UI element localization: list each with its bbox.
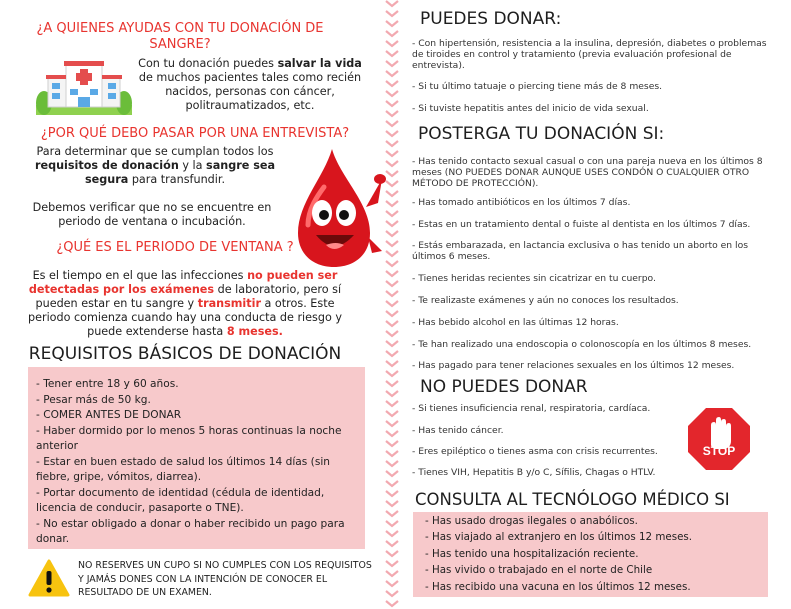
consult-item: - Has usado drogas ilegales o anabólicos. [425, 515, 638, 527]
consult-item: - Has tenido una hospitalización reciente. [425, 547, 639, 560]
warning-text: NO RESERVES UN CUPO SI NO CUMPLES CON LOS REQUISITOS Y JAMÁS DONES CON LA INTENCIÓN DE CONOCER EL RESULTADO DE UN EXAMEN. [78, 560, 372, 598]
consult-item: - Has vivido o trabajado en el norte de Chile [425, 564, 653, 577]
q3-text: Es el tiempo en el que las infecciones no pueden ser detectadas por los exámenes de laboratorio, pero sí pueden estar en tu sangre y transmitir a otros. Este periodo comienza cuando hay una conducta de riesgo y puede extenderse hasta 8 meses. [27, 269, 342, 338]
consult-title: CONSULTA AL TECNÓLOGO MÉDICO SI [415, 490, 730, 509]
list-item: - Tienes heridas recientes sin cicatrizar en tu cuerpo. [412, 273, 656, 284]
requirement-item: - COMER ANTES DE DONAR [36, 409, 182, 421]
list-item: - Eres epiléptico o tienes asma con crisis recurrentes. [412, 446, 658, 457]
list-item: - Has tenido contacto sexual casual o con una pareja nueva en los últimos 8 meses (NO PUEDES DONAR AUNQUE USES CONDÓN O CUALQUIER OTRO MÉTODO DE PROTECCIÓN). [412, 156, 763, 189]
q2-text: Para determinar que se cumplan todos los requisitos de donación y la sangre sea segura para transfundir. [34, 145, 276, 186]
list-item: - Si tienes insuficiencia renal, respiratoria, cardíaca. [412, 403, 651, 414]
list-item: - Tienes VIH, Hepatitis B y/o C, Sífilis, Chagas o HTLV. [412, 467, 656, 478]
q3-title: ¿QUÉ ES EL PERIODO DE VENTANA ? [56, 240, 294, 255]
requirement-item: - Estar en buen estado de salud los últimos 14 días (sin fiebre, gripe, vómitos, diarrea). [36, 455, 330, 483]
consult-item: - Has viajado al extranjero en los últimos 12 meses. [425, 531, 693, 544]
postpone-title: POSTERGA TU DONACIÓN SI: [418, 124, 665, 144]
list-item: - Te han realizado una endoscopia o colonoscopía en los últimos 8 meses. [412, 339, 752, 350]
left-column [0, 0, 384, 609]
list-item: - Si tu último tatuaje o piercing tiene más de 8 meses. [412, 81, 663, 92]
q1-text: Con tu donación puedes salvar la vida de muchos pacientes tales como recién nacidos, personas con cáncer, politraumatizados, etc. [138, 57, 362, 112]
list-item: - Has bebido alcohol en las últimas 12 horas. [412, 317, 619, 328]
list-item: - Estás embarazada, en lactancia exclusiva o has tenido un aborto en los últimos 6 meses. [412, 240, 748, 262]
q1-title: ¿A QUIENES AYUDAS CON TU DONACIÓN DE SANGRE? [36, 21, 324, 52]
right-column [400, 0, 791, 609]
requirements-title: REQUISITOS BÁSICOS DE DONACIÓN [28, 344, 342, 364]
requirement-item: - Pesar más de 50 kg. [36, 393, 151, 406]
q2-title: ¿POR QUÉ DEBO PASAR POR UNA ENTREVISTA? [40, 126, 350, 141]
list-item: - Has tenido cáncer. [412, 425, 504, 436]
requirement-item: - No estar obligado a donar o haber recibido un pago para donar. [36, 517, 345, 545]
list-item: - Te realizaste exámenes y aún no conoces los resultados. [412, 295, 679, 306]
warning-icon [28, 558, 70, 598]
list-item: - Si tuviste hepatitis antes del inicio de vida sexual. [412, 103, 649, 114]
cannot-donate-title: NO PUEDES DONAR [420, 377, 588, 397]
list-item: - Con hipertensión, resistencia a la insulina, depresión, diabetes o problemas de tiroides en control y tratamiento (previa evaluación profesional de entrevista). [412, 38, 767, 71]
requirement-item: - Portar documento de identidad (cédula de identidad, licencia de conducir, pasaporte o TNE). [36, 486, 325, 514]
requirement-item: - Tener entre 18 y 60 años. [36, 378, 179, 390]
chevron-divider [384, 0, 400, 609]
list-item: - Has pagado para tener relaciones sexuales en los últimos 12 meses. [412, 360, 735, 371]
list-item: - Estas en un tratamiento dental o fuiste al dentista en los últimos 7 días. [412, 219, 751, 230]
stop-label: STOP [702, 444, 736, 458]
requirement-item: - Haber dormido por lo menos 5 horas continuas la noche anterior [36, 424, 342, 452]
can-donate-title: PUEDES DONAR: [420, 9, 562, 29]
stop-sign-icon [683, 403, 755, 475]
consult-item: - Has recibido una vacuna en los últimos 12 meses. [425, 580, 691, 593]
consult-box [413, 512, 768, 597]
requirements-box [28, 367, 365, 549]
q2-text-2: Debemos verificar que no se encuentre en periodo de ventana o incubación. [32, 201, 272, 228]
list-item: - Has tomado antibióticos en los últimos 7 días. [412, 197, 631, 208]
hospital-icon [36, 55, 132, 119]
